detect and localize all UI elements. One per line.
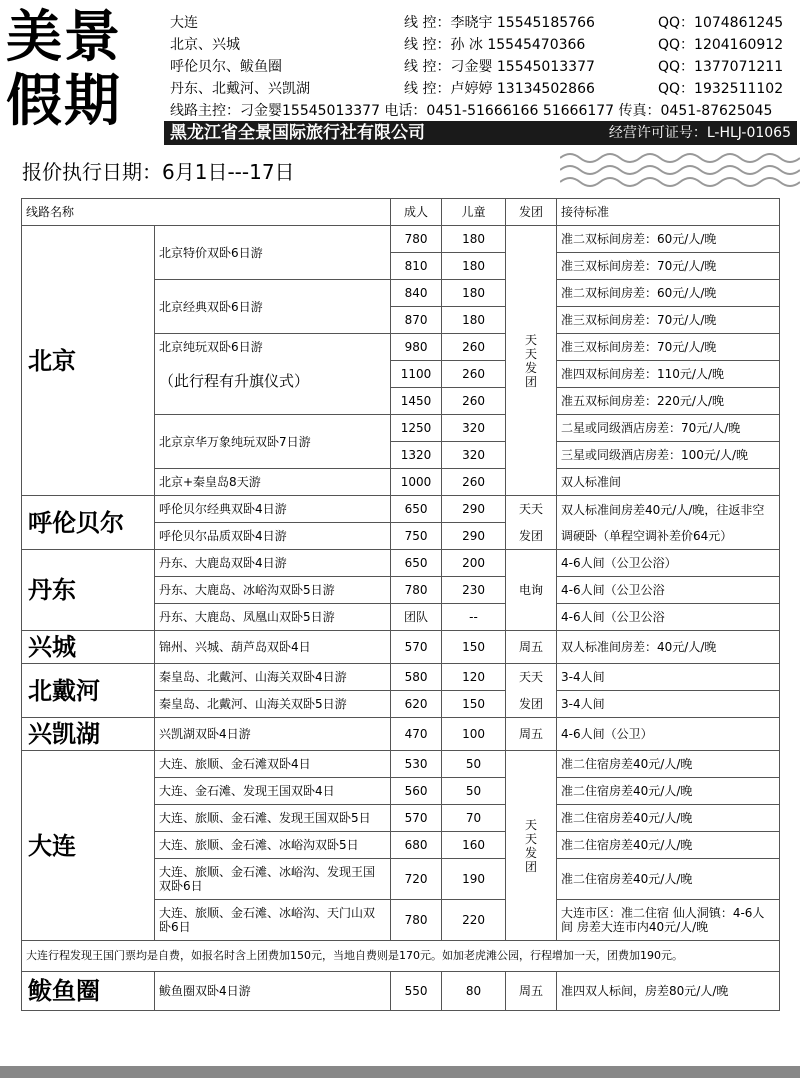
adult-price: 620: [391, 691, 442, 718]
table-row: [22, 550, 780, 577]
route-title: 北京纯玩双卧6日游: [159, 340, 263, 354]
table-note-row: [22, 941, 780, 972]
standard: 准二住宿房差40元/人/晚: [557, 859, 780, 900]
route-name: 北京+秦皇岛8天游: [155, 469, 391, 496]
standard: 双人标准间房差40元/人/晚，往返非空调硬卧（单程空调补差价64元）: [557, 496, 780, 550]
adult-price: 720: [391, 859, 442, 900]
standard: 准四双标间房差：110元/人/晚: [557, 361, 780, 388]
adult-price: 570: [391, 805, 442, 832]
contact-row: [168, 34, 798, 56]
brand-line2: 假期: [6, 69, 122, 134]
route-name: 兴凯湖双卧4日游: [155, 718, 391, 751]
child-price: 150: [442, 631, 506, 664]
route-name: 大连、旅顺、金石滩双卧4日: [155, 751, 391, 778]
standard: 4-6人间（公卫公浴）: [557, 550, 780, 577]
standard: 双人标准间: [557, 469, 780, 496]
adult-price: 530: [391, 751, 442, 778]
standard: 准三双标间房差：70元/人/晚: [557, 334, 780, 361]
contact-row: [168, 56, 798, 78]
group-dalian: 大连: [22, 751, 155, 941]
table-row: [22, 496, 780, 523]
route-name: 秦皇岛、北戴河、山海关双卧4日游: [155, 664, 391, 691]
child-price: 200: [442, 550, 506, 577]
route-name: 呼伦贝尔经典双卧4日游: [155, 496, 391, 523]
departure: [506, 751, 557, 941]
contact-region: 丹东、北戴河、兴凯湖: [170, 81, 310, 97]
route-name: 丹东、大鹿岛、凤凰山双卧5日游: [155, 604, 391, 631]
standard: 准二住宿房差40元/人/晚: [557, 832, 780, 859]
adult-price: 780: [391, 900, 442, 941]
route-name: 北京特价双卧6日游: [155, 226, 391, 280]
route-name: [155, 334, 391, 415]
standard: 3-4人间: [557, 664, 780, 691]
standard: 双人标准间房差：40元/人/晚: [557, 631, 780, 664]
header-child: 儿童: [442, 199, 506, 226]
header-adult: 成人: [391, 199, 442, 226]
route-name: 呼伦贝尔品质双卧4日游: [155, 523, 391, 550]
contact-person: 线 控：孙 冰 15545470366: [404, 37, 586, 53]
standard: 准二双标间房差：60元/人/晚: [557, 226, 780, 253]
departure: [506, 226, 557, 496]
table-row: [22, 226, 780, 253]
standard: 4-6人间（公卫公浴: [557, 577, 780, 604]
contact-qq: QQ：1377071211: [658, 59, 784, 75]
child-price: 230: [442, 577, 506, 604]
departure-text: 天天发团: [525, 332, 538, 389]
adult-price: 团队: [391, 604, 442, 631]
adult-price: 1250: [391, 415, 442, 442]
dalian-note: 大连行程发现王国门票均是自费，如报名时含上团费加150元，当地自费则是170元。如加老虎滩公园，行程增加一天，团费加190元。: [22, 941, 780, 972]
contact-row: [168, 12, 798, 34]
table-row: [22, 972, 780, 1011]
child-price: 160: [442, 832, 506, 859]
departure: 电询: [506, 550, 557, 631]
departure: 周五: [506, 718, 557, 751]
route-name: 北京京华万象纯玩双卧7日游: [155, 415, 391, 469]
contact-qq: QQ：1204160912: [658, 37, 784, 53]
standard: 准四双人标间，房差80元/人/晚: [557, 972, 780, 1011]
standard: 准二住宿房差40元/人/晚: [557, 778, 780, 805]
child-price: 80: [442, 972, 506, 1011]
child-price: 50: [442, 751, 506, 778]
route-name: 大连、旅顺、金石滩、冰峪沟、天门山双卧6日: [155, 900, 391, 941]
company-banner: [164, 121, 797, 145]
header-departure: 发团: [506, 199, 557, 226]
table-row: [22, 664, 780, 691]
standard: 准二双标间房差：60元/人/晚: [557, 280, 780, 307]
adult-price: 1450: [391, 388, 442, 415]
main-control-row: [168, 100, 798, 122]
standard: 三星或同级酒店房差：100元/人/晚: [557, 442, 780, 469]
departure: 发团: [506, 691, 557, 718]
child-price: 180: [442, 280, 506, 307]
adult-price: 1000: [391, 469, 442, 496]
header-route: 线路名称: [22, 199, 391, 226]
route-name: 丹东、大鹿岛、冰峪沟双卧5日游: [155, 577, 391, 604]
adult-price: 1320: [391, 442, 442, 469]
child-price: --: [442, 604, 506, 631]
adult-price: 470: [391, 718, 442, 751]
brand-logo: [6, 6, 158, 134]
child-price: 320: [442, 415, 506, 442]
child-price: 320: [442, 442, 506, 469]
group-beijing: 北京: [22, 226, 155, 496]
route-name: 大连、旅顺、金石滩、冰峪沟、发现王国双卧6日: [155, 859, 391, 900]
child-price: 290: [442, 496, 506, 523]
price-table: [21, 198, 780, 1011]
route-name: 鲅鱼圈双卧4日游: [155, 972, 391, 1011]
contact-region: 北京、兴城: [170, 37, 240, 53]
route-name: 锦州、兴城、葫芦岛双卧4日: [155, 631, 391, 664]
route-name: 丹东、大鹿岛双卧4日游: [155, 550, 391, 577]
standard: 准二住宿房差40元/人/晚: [557, 805, 780, 832]
child-price: 50: [442, 778, 506, 805]
child-price: 180: [442, 226, 506, 253]
departure: 天天: [506, 664, 557, 691]
route-note: （此行程有升旗仪式）: [159, 372, 310, 390]
adult-price: 680: [391, 832, 442, 859]
child-price: 290: [442, 523, 506, 550]
standard: 3-4人间: [557, 691, 780, 718]
standard: 准五双标间房差：220元/人/晚: [557, 388, 780, 415]
departure: 发团: [506, 523, 557, 550]
adult-price: 780: [391, 577, 442, 604]
child-price: 260: [442, 361, 506, 388]
departure-text: 天天发团: [525, 817, 538, 874]
child-price: 70: [442, 805, 506, 832]
standard: 二星或同级酒店房差：70元/人/晚: [557, 415, 780, 442]
child-price: 260: [442, 469, 506, 496]
group-xingkai: 兴凯湖: [22, 718, 155, 751]
standard: 准二住宿房差40元/人/晚: [557, 751, 780, 778]
child-price: 260: [442, 388, 506, 415]
adult-price: 650: [391, 550, 442, 577]
group-xingcheng: 兴城: [22, 631, 155, 664]
group-hulunbuir: 呼伦贝尔: [22, 496, 155, 550]
child-price: 260: [442, 334, 506, 361]
contact-region: 呼伦贝尔、鲅鱼圈: [170, 59, 282, 75]
adult-price: 560: [391, 778, 442, 805]
table-header: [22, 199, 780, 226]
route-name: 秦皇岛、北戴河、山海关双卧5日游: [155, 691, 391, 718]
departure: 周五: [506, 972, 557, 1011]
adult-price: 750: [391, 523, 442, 550]
departure: 天天: [506, 496, 557, 523]
route-name: 大连、旅顺、金石滩、发现王国双卧5日: [155, 805, 391, 832]
contact-person: 线 控：卢婷婷 13134502866: [404, 81, 595, 97]
child-price: 180: [442, 253, 506, 280]
group-dandong: 丹东: [22, 550, 155, 631]
adult-price: 840: [391, 280, 442, 307]
wave-decoration-icon: [560, 150, 800, 194]
adult-price: 570: [391, 631, 442, 664]
adult-price: 550: [391, 972, 442, 1011]
contact-block: [168, 12, 798, 122]
route-name: 大连、金石滩、发现王国双卧4日: [155, 778, 391, 805]
route-name: 大连、旅顺、金石滩、冰峪沟双卧5日: [155, 832, 391, 859]
contact-person: 线 控：李晓宇 15545185766: [404, 15, 595, 31]
footer-band: [0, 1066, 800, 1078]
adult-price: 780: [391, 226, 442, 253]
license-number: 经营许可证号：L-HLJ-01065: [608, 125, 791, 141]
adult-price: 810: [391, 253, 442, 280]
standard: 准三双标间房差：70元/人/晚: [557, 307, 780, 334]
child-price: 120: [442, 664, 506, 691]
brand-line1: 美景: [6, 5, 122, 70]
contact-qq: QQ：1074861245: [658, 15, 784, 31]
contact-person: 线 控：刁金婴 15545013377: [404, 59, 595, 75]
group-bayuquan: 鲅鱼圈: [22, 972, 155, 1011]
child-price: 220: [442, 900, 506, 941]
contact-row: [168, 78, 798, 100]
child-price: 180: [442, 307, 506, 334]
table-row: [22, 718, 780, 751]
contact-region: 大连: [170, 15, 198, 31]
adult-price: 580: [391, 664, 442, 691]
table-row: [22, 631, 780, 664]
standard: 4-6人间（公卫公浴: [557, 604, 780, 631]
adult-price: 650: [391, 496, 442, 523]
contact-qq: QQ：1932511102: [658, 81, 784, 97]
adult-price: 1100: [391, 361, 442, 388]
table-row: [22, 751, 780, 778]
child-price: 190: [442, 859, 506, 900]
main-control: 线路主控：刁金婴15545013377 电话：0451-51666166 51666177 传真：0451-87625045: [170, 103, 773, 119]
route-name: 北京经典双卧6日游: [155, 280, 391, 334]
adult-price: 870: [391, 307, 442, 334]
standard: 4-6人间（公卫）: [557, 718, 780, 751]
child-price: 100: [442, 718, 506, 751]
standard: 大连市区：准二住宿 仙人洞镇：4-6人间 房差大连市内40元/人/晚: [557, 900, 780, 941]
company-name: 黑龙江省全景国际旅行社有限公司: [170, 123, 425, 143]
quote-date: 报价执行日期：6月1日---17日: [22, 160, 295, 184]
standard: 准三双标间房差：70元/人/晚: [557, 253, 780, 280]
departure: 周五: [506, 631, 557, 664]
child-price: 150: [442, 691, 506, 718]
header-standard: 接待标准: [557, 199, 780, 226]
adult-price: 980: [391, 334, 442, 361]
group-beidaihe: 北戴河: [22, 664, 155, 718]
